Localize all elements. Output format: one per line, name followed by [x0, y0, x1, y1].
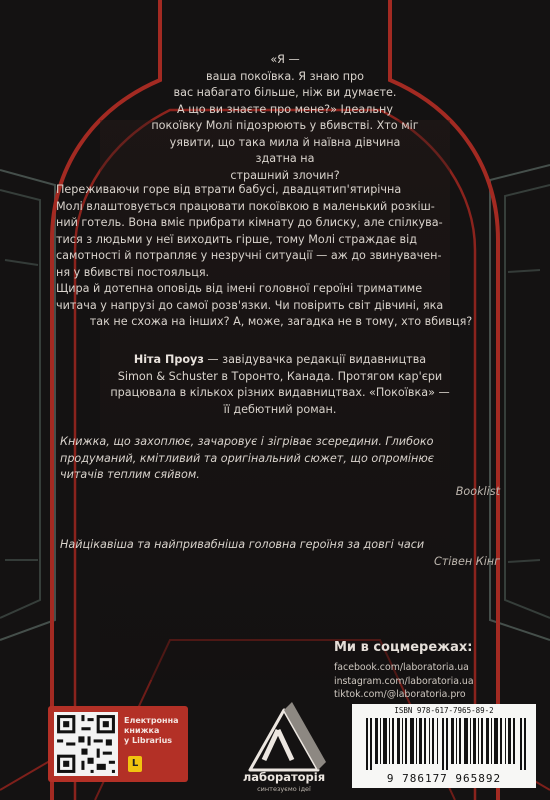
hook-line: уявити, що така мила й наївна дівчина здатна на	[169, 135, 401, 165]
quote-line: Найцікавіша та найпривабніша головна героїня за довгі часи	[60, 538, 425, 551]
description-line: Щира й дотепна оповідь від імені головної героїні триматиме	[56, 282, 423, 295]
isbn-number: ISBN 978-617-7965-89-2	[394, 706, 494, 715]
author-bio-line: її дебютний роман.	[223, 402, 337, 416]
ebook-qr-block	[48, 706, 188, 782]
publisher-tagline: синтезуємо ідеї	[257, 785, 311, 793]
description-line: самотності й потрапляє у незручні ситуації — аж до звинувачен-	[56, 249, 442, 262]
qr-code-icon[interactable]	[54, 712, 118, 776]
description-line: читача у напрузі до самої розв'язки. Чи повірить світ дівчині, яка	[56, 298, 444, 312]
hook-line: вас набагато більше, ніж ви думаєте.	[173, 86, 397, 99]
author-bio	[100, 352, 460, 418]
author-name: Ніта Проуз	[133, 353, 204, 366]
quote-line: продуманий, кмітливий та оригінальний сюжет, що опромінює	[60, 451, 434, 465]
quote-source: Стівен Кінг	[433, 554, 500, 568]
description-line: ня у вбивстві постояльця.	[56, 265, 210, 279]
review-quote-booklist	[60, 434, 500, 500]
description-line: ний готель. Вона вміє прибрати кімнату до блиску, але спілкува-	[56, 216, 443, 229]
author-bio-text: — завідувачка редакції видавництва	[203, 353, 427, 366]
ebook-label-line: Електронна	[124, 716, 179, 725]
ebook-label	[124, 716, 184, 746]
hook-line: ваша покоївка. Я знаю про	[206, 69, 364, 83]
isbn-barcode	[352, 704, 536, 788]
author-bio-line: працювала в кількох різних видавництвах. «Покоївка» —	[110, 386, 450, 399]
ean-number: 9 786177 965892	[386, 772, 502, 785]
description-line: так не схожа на інших? А, може, загадка не в тому, хто вбивця?	[89, 315, 473, 328]
author-bio-first-line	[100, 352, 460, 369]
quote-line: читачів теплим сяйвом.	[60, 468, 200, 481]
review-quote-king	[60, 537, 500, 570]
description-line: тися з людьми у неї виходить гірше, тому Молі страждає від	[56, 232, 417, 246]
ebook-label-line: книжка	[124, 726, 160, 735]
hook-line: страшний злочин?	[230, 168, 340, 182]
social-link-facebook[interactable]: facebook.com/laboratoria.ua	[334, 662, 469, 673]
social-links	[334, 640, 534, 702]
librarius-badge-icon: L	[128, 756, 142, 772]
hook-line: А що ви знаєте про мене?» Ідеальну	[177, 102, 393, 116]
barcode-icon	[366, 718, 526, 770]
quote-source: Booklist	[455, 484, 500, 498]
social-link-instagram[interactable]: instagram.com/laboratoria.ua	[334, 675, 474, 687]
hook-text	[150, 52, 420, 184]
hook-line: «Я —	[270, 53, 300, 66]
social-heading: Ми в соцмережах:	[334, 640, 473, 655]
publisher-name: лабораторія	[242, 770, 326, 784]
social-link-tiktok[interactable]: tiktok.com/@laboratoria.pro	[334, 689, 466, 700]
description-line: Переживаючи горе від втрати бабусі, двадцятип'ятирічна	[56, 183, 402, 196]
hook-line: покоївку Молі підозрюють у вбивстві. Хто міг	[151, 119, 419, 132]
ebook-label-line: у Librarius	[124, 736, 173, 745]
author-bio-line: Simon & Schuster в Торонто, Канада. Протягом кар'єри	[117, 369, 443, 383]
description-line: Молі влаштовується працювати покоївкою в маленький розкіш-	[56, 199, 435, 213]
book-description	[56, 182, 506, 331]
quote-line: Книжка, що захоплює, зачаровує і зігріває зсередини. Глибоко	[60, 435, 434, 448]
